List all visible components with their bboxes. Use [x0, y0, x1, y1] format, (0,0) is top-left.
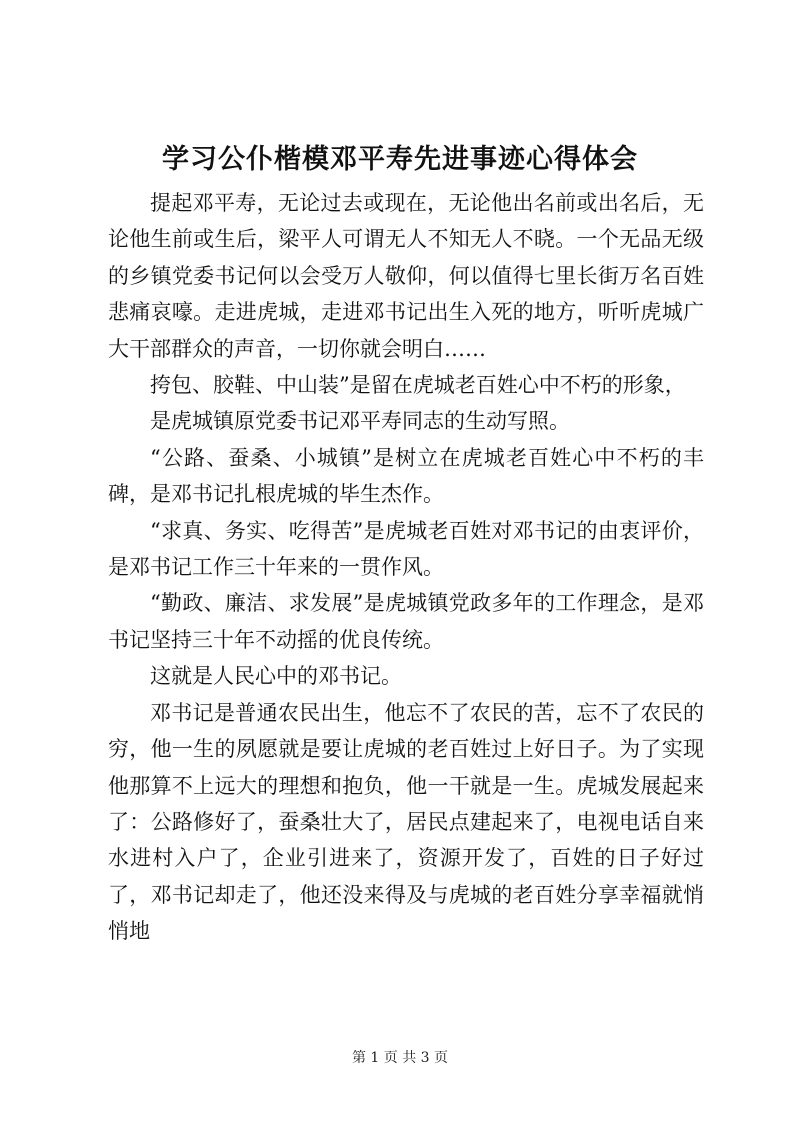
paragraph-4: “公路、蚕桑、小城镇”是树立在虎城老百姓心中不朽的丰碑，是邓书记扎根虎城的毕生杰作。	[108, 445, 704, 507]
paragraph-6: “勤政、廉洁、求发展”是虎城镇党政多年的工作理念，是邓书记坚持三十年不动摇的优良传统。	[108, 591, 704, 652]
paragraph-3: 是虎城镇原党委书记邓平寿同志的生动写照。	[150, 409, 570, 434]
document-body	[108, 185, 704, 950]
paragraph-7: 这就是人民心中的邓书记。	[150, 664, 402, 689]
paragraph-5: “求真、务实、吃得苦”是虎城老百姓对邓书记的由衷评价，是邓书记工作三十年来的一贯作风。	[108, 518, 704, 580]
paragraph-8: 邓书记是普通农民出生，他忘不了农民的苦，忘不了农民的穷，他一生的夙愿就是要让虎城的老百姓过上好日子。为了实现他那算不上远大的理想和抱负，他一干就是一生。虎城发展起来了：公路修好了，蚕桑壮大了，居民点建起来了，电视电话自来水进村入户了，企业引进来了，资源开发了，百姓的日子好过了，邓书记却走了，他还没来得及与虎城的老百姓分享幸福就悄悄地	[108, 700, 704, 944]
paragraph-2: 挎包、胶鞋、中山装”是留在虎城老百姓心中不朽的形象，	[150, 373, 686, 398]
paragraph-1: 提起邓平寿，无论过去或现在，无论他出名前或出名后，无论他生前或生后，梁平人可谓无人不知无人不晓。一个无品无级的乡镇党委书记何以会受万人敬仰，何以值得七里长街万名百姓悲痛哀嚎。走进虎城，走进邓书记出生入死的地方，听听虎城广大干部群众的声音，一切你就会明白……	[108, 191, 704, 361]
document-title: 学习公仆楷模邓平寿先进事迹心得体会	[162, 144, 638, 175]
page-footer: 第 1 页 共 3 页	[351, 1050, 449, 1066]
